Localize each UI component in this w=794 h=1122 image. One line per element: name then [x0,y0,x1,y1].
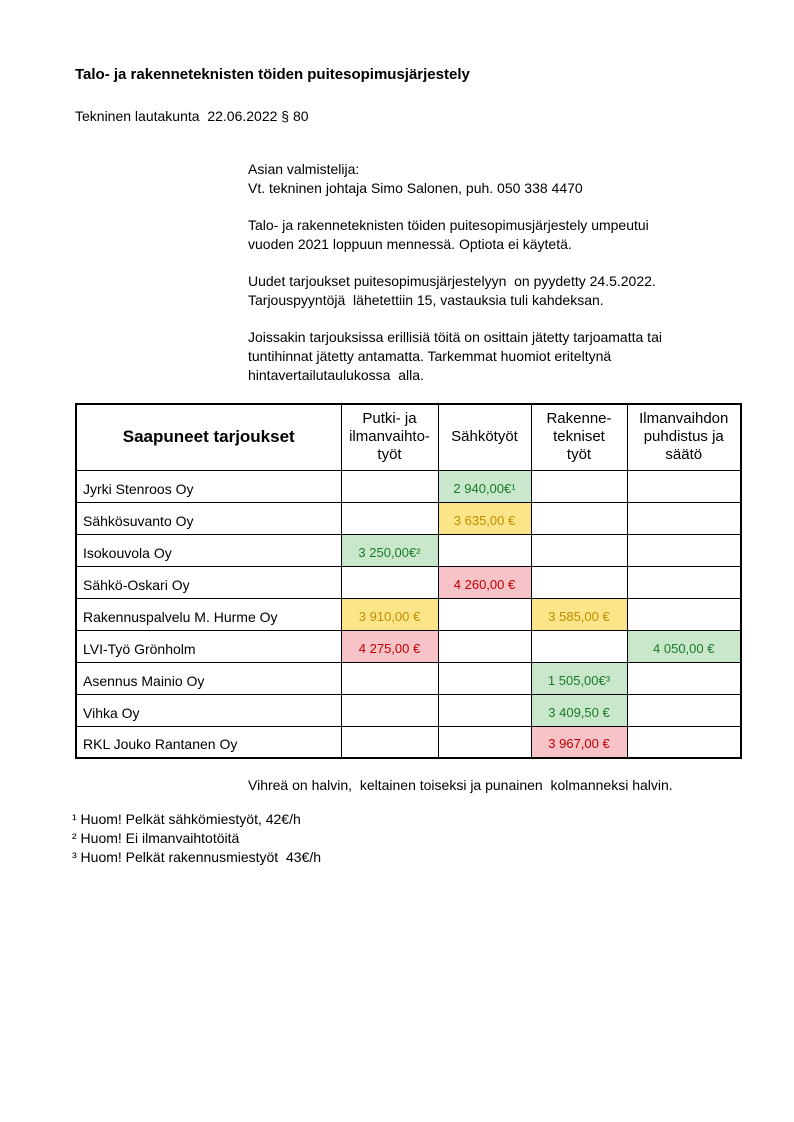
paragraph-notes [248,328,754,385]
company-name-cell: Jyrki Stenroos Oy [76,470,341,502]
company-name-cell: Rakennuspalvelu M. Hurme Oy [76,598,341,630]
paragraph-line: Uudet tarjoukset puitesopimusjärjestelyyn on pyydetty 24.5.2022. [248,273,656,289]
paragraph-line: vuoden 2021 loppuun mennessä. Optiota ei käytetä. [248,236,572,252]
company-name-cell: Sähkö-Oskari Oy [76,566,341,598]
color-legend: Vihreä on halvin, keltainen toiseksi ja punainen kolmanneksi halvin. [248,777,673,793]
column-header-line: Putki- ja [362,410,417,428]
column-header-received-offers [76,404,341,470]
footnote: ³ Huom! Pelkät rakennusmiestyöt 43€/h [72,849,322,865]
offer-value-cell [341,662,438,694]
footnote: ¹ Huom! Pelkät sähkömiestyöt, 42€/h [72,811,301,827]
column-header-electrical [438,404,531,470]
company-name-cell: RKL Jouko Rantanen Oy [76,726,341,758]
offer-value-cell [438,598,531,630]
company-name-cell: Asennus Mainio Oy [76,662,341,694]
table-row [76,502,741,534]
offer-value-cell [627,502,741,534]
table-row [76,694,741,726]
document-title: Talo- ja rakenneteknisten töiden puitesopimusjärjestely [75,66,470,83]
paragraph-line: Talo- ja rakenneteknisten töiden puitesopimusjärjestely umpeutui [248,217,649,233]
table-row [76,566,741,598]
offer-value-cell [341,726,438,758]
column-header-line: säätö [665,446,703,464]
company-name-cell: Sähkösuvanto Oy [76,502,341,534]
column-header-line: ilmanvaihto- [349,428,430,446]
column-header-vent-cleaning [627,404,741,470]
offer-value-cell [627,662,741,694]
offer-value-cell [438,662,531,694]
body-text-block [248,160,754,385]
offer-value-cell: 4 275,00 € [341,630,438,662]
offer-value-cell [531,470,627,502]
offer-value-cell [531,566,627,598]
offer-value-cell [341,566,438,598]
offer-value-cell [438,694,531,726]
table-row [76,630,741,662]
offer-value-cell [627,566,741,598]
table-row [76,726,741,758]
column-header-line: puhdistus ja [643,428,724,446]
column-header-line: Sähkötyöt [451,428,518,446]
offer-value-cell: 4 050,00 € [627,630,741,662]
offer-value-cell: 3 635,00 € [438,502,531,534]
table-row [76,662,741,694]
offer-value-cell [438,534,531,566]
company-name-cell: Isokouvola Oy [76,534,341,566]
offer-value-cell: 3 585,00 € [531,598,627,630]
offer-value-cell [627,694,741,726]
company-name-cell: LVI-Työ Grönholm [76,630,341,662]
paragraph-line: Tarjouspyyntöjä lähetettiin 15, vastauksia tuli kahdeksan. [248,292,604,308]
offers-comparison-table [75,403,742,759]
footnotes-block [72,810,754,867]
paragraph-preparer [248,160,754,198]
offer-value-cell [627,726,741,758]
offer-value-cell: 3 409,50 € [531,694,627,726]
offer-value-cell: 4 260,00 € [438,566,531,598]
offer-value-cell [531,502,627,534]
offer-value-cell [341,470,438,502]
paragraph-line: Vt. tekninen johtaja Simo Salonen, puh. 050 338 4470 [248,180,583,196]
offer-value-cell: 2 940,00€¹ [438,470,531,502]
table-row [76,534,741,566]
paragraph-line: Joissakin tarjouksissa erillisiä töitä on osittain jätetty tarjoamatta tai [248,329,662,345]
offer-value-cell [438,726,531,758]
column-header-line: työt [566,446,592,464]
offer-value-cell [627,470,741,502]
column-header-pipe-ventilation [341,404,438,470]
paragraph-line: hintavertailutaulukossa alla. [248,367,424,383]
offer-value-cell [341,694,438,726]
paragraph-line: Asian valmistelija: [248,161,360,177]
company-name-cell: Vihka Oy [76,694,341,726]
paragraph-line: tuntihinnat jätetty antamatta. Tarkemmat huomiot eriteltynä [248,348,612,364]
offer-value-cell [341,502,438,534]
offer-value-cell [627,534,741,566]
offer-value-cell: 3 910,00 € [341,598,438,630]
committee-date-line: Tekninen lautakunta 22.06.2022 § 80 [75,108,309,124]
offer-value-cell: 3 250,00€² [341,534,438,566]
offer-value-cell [531,630,627,662]
column-header-line: tekniset [553,428,605,446]
table-row [76,598,741,630]
offer-value-cell [531,534,627,566]
offer-value-cell: 1 505,00€³ [531,662,627,694]
paragraph-new-offers [248,272,754,310]
offer-value-cell: 3 967,00 € [531,726,627,758]
footnote: ² Huom! Ei ilmanvaihtotöitä [72,830,240,846]
column-header-line: Ilmanvaihdon [639,410,729,428]
column-header-line: Rakenne- [546,410,612,428]
table-header-row [76,404,741,470]
offer-value-cell [438,630,531,662]
column-header-structural [531,404,627,470]
paragraph-expiry [248,216,754,254]
offer-value-cell [627,598,741,630]
column-header-line: työt [377,446,402,464]
column-header-line: Saapuneet tarjoukset [122,427,295,447]
table-row [76,470,741,502]
